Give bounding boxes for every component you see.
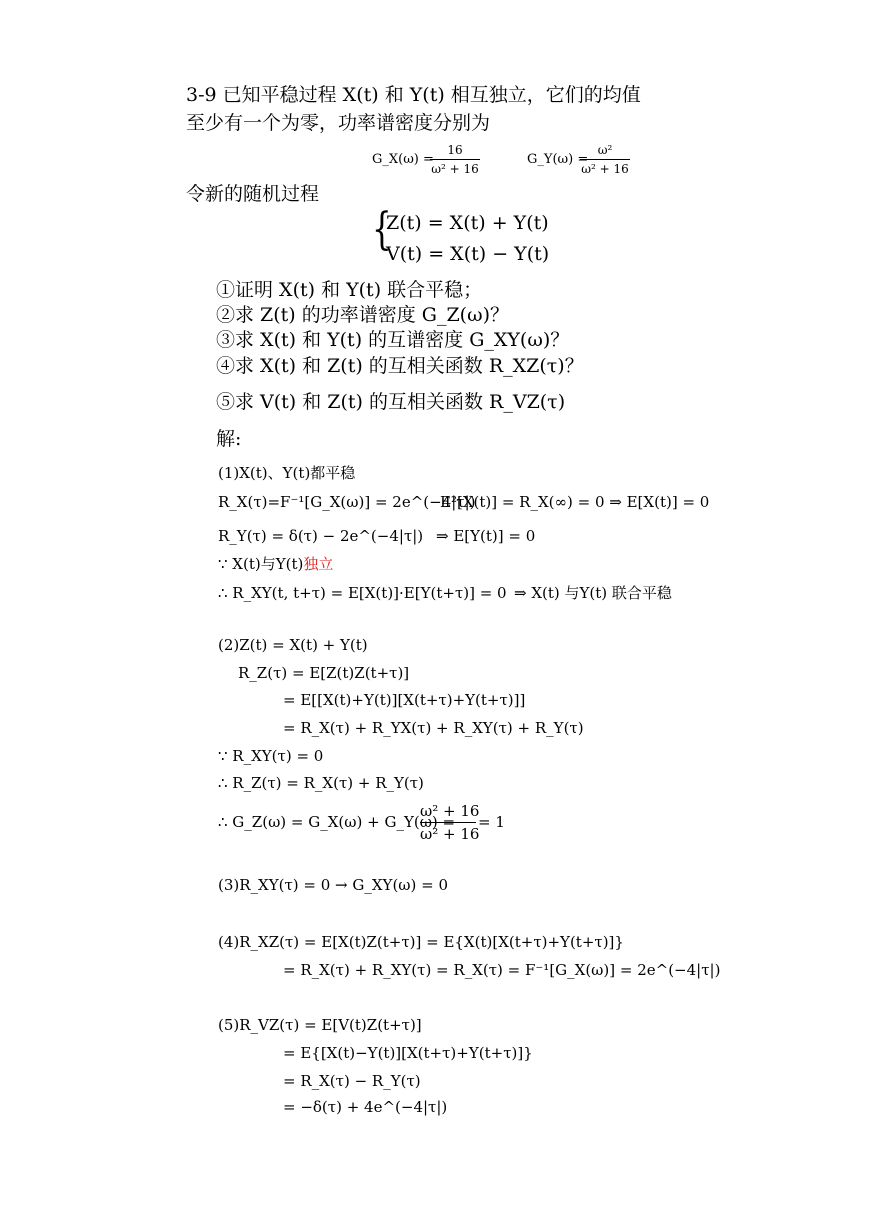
solution-heading: 解: xyxy=(216,428,242,450)
s5-line-3: = R_X(τ) − R_Y(τ) xyxy=(283,1072,421,1090)
gy-fraction xyxy=(580,143,630,176)
s2-gz: ∴ G_Z(ω) = G_X(ω) + G_Y(ω) = xyxy=(218,813,456,831)
gx-label: G_X(ω) = xyxy=(372,152,434,167)
problem-line-3: 令新的随机过程 xyxy=(186,183,320,205)
s2-gz-numerator: ω² + 16 xyxy=(420,802,476,823)
s2-title: (2)Z(t) = X(t) + Y(t) xyxy=(218,636,368,654)
gy-denominator: ω² + 16 xyxy=(581,162,629,176)
s2-sum: = R_X(τ) + R_YX(τ) + R_XY(τ) + R_Y(τ) xyxy=(283,719,584,737)
gx-fraction xyxy=(430,143,480,176)
s5-line-4: = −δ(τ) + 4e^(−4|τ|) xyxy=(283,1098,448,1116)
s1-conclusion: ⇒ X(t) 与Y(t) 联合平稳 xyxy=(514,584,672,602)
s5-line-1: (5)R_VZ(τ) = E[V(t)Z(t+τ)] xyxy=(218,1016,422,1034)
question-3: ③求 X(t) 和 Y(t) 的互谱密度 G_XY(ω)？ xyxy=(216,329,570,351)
s2-rz-result: ∴ R_Z(τ) = R_X(τ) + R_Y(τ) xyxy=(218,774,424,792)
s1-rxy: ∴ R_XY(t, t+τ) = E[X(t)]·E[Y(t+τ)] = 0 xyxy=(218,584,507,602)
s1-independent-text: ∵ X(t)与Y(t) xyxy=(218,555,304,573)
question-4: ④求 X(t) 和 Z(t) 的互相关函数 R_XZ(τ)？ xyxy=(216,355,584,377)
s4-line-2: = R_X(τ) + R_XY(τ) = R_X(τ) = F⁻¹[G_X(ω)] = 2e^(−4|τ|) xyxy=(283,961,721,979)
gx-denominator: ω² + 16 xyxy=(431,162,479,176)
s1-ex: E²[X(t)] = R_X(∞) = 0 ⇒ E[X(t)] = 0 xyxy=(440,493,710,511)
gx-numerator: 16 xyxy=(430,143,480,160)
question-1: ①证明 X(t) 和 Y(t) 联合平稳； xyxy=(216,279,483,301)
question-5: ⑤求 V(t) 和 Z(t) 的互相关函数 R_VZ(τ) xyxy=(216,391,566,413)
system-eq-2: V(t) = X(t) − Y(t) xyxy=(386,243,550,265)
s2-gz-denominator: ω² + 16 xyxy=(420,825,480,843)
problem-line-1: 3-9 已知平稳过程 X(t) 和 Y(t) 相互独立，它们的均值 xyxy=(186,84,641,106)
s2-rz: R_Z(τ) = E[Z(t)Z(t+τ)] xyxy=(238,664,410,682)
s1-ey: ⇒ E[Y(t)] = 0 xyxy=(436,527,536,545)
question-2: ②求 Z(t) 的功率谱密度 G_Z(ω)？ xyxy=(216,304,509,326)
s4-line-1: (4)R_XZ(τ) = E[X(t)Z(t+τ)] = E{X(t)[X(t+τ)+Y(t+τ)]} xyxy=(218,933,624,951)
s1-title: (1)X(t)、Y(t)都平稳 xyxy=(218,464,356,482)
s2-rxy-zero: ∵ R_XY(τ) = 0 xyxy=(218,747,324,765)
s1-ry: R_Y(τ) = δ(τ) − 2e^(−4|τ|) xyxy=(218,527,424,545)
s2-gz-fraction xyxy=(420,802,480,843)
problem-line-2: 至少有一个为零，功率谱密度分别为 xyxy=(186,112,491,134)
s1-independent-highlight: 独立 xyxy=(303,555,334,573)
system-eq-1: Z(t) = X(t) + Y(t) xyxy=(386,212,549,234)
system-brace: { xyxy=(372,204,392,255)
gy-numerator: ω² xyxy=(580,143,630,160)
s1-rx: R_X(τ)=F⁻¹[G_X(ω)] = 2e^(−4|τ|) xyxy=(218,493,476,511)
s2-expand: = E[[X(t)+Y(t)][X(t+τ)+Y(t+τ)]] xyxy=(283,691,526,709)
s5-line-2: = E{[X(t)−Y(t)][X(t+τ)+Y(t+τ)]} xyxy=(283,1044,533,1062)
s2-gz-result: = 1 xyxy=(478,813,505,831)
gy-label: G_Y(ω) = xyxy=(527,152,589,167)
s1-independent xyxy=(218,557,333,572)
s3-line: (3)R_XY(τ) = 0 → G_XY(ω) = 0 xyxy=(218,876,449,894)
